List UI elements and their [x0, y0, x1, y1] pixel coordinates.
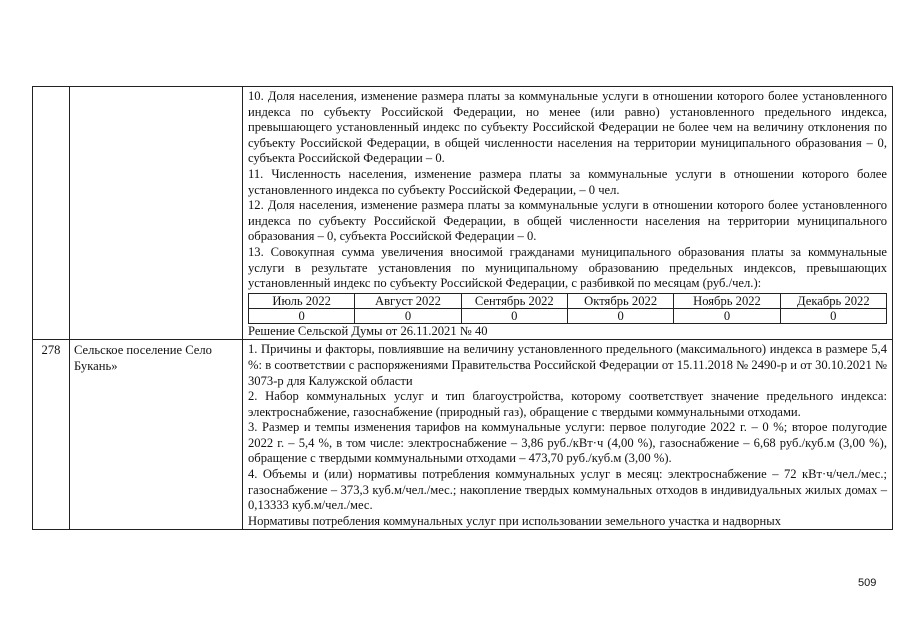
number-cell-empty — [33, 87, 70, 340]
month-header: Июль 2022 — [249, 293, 355, 308]
month-value: 0 — [461, 308, 567, 323]
page-number: 509 — [858, 577, 877, 589]
paragraph-1: 1. Причины и факторы, повлиявшие на величину установленного предельного (максимального) индекса в размере 5,4 %: в соответствии с распоряжениями Правительства Российской Федерации от 15.11.2018 № 2490-р и от 30.10.2021 № 3073-р для Калужской области — [248, 342, 887, 388]
months-value-row — [249, 308, 887, 323]
month-header: Ноябрь 2022 — [674, 293, 780, 308]
table-row — [33, 340, 893, 530]
month-header: Сентябрь 2022 — [461, 293, 567, 308]
months-header-row — [249, 293, 887, 308]
content-cell — [243, 87, 893, 340]
decision-text: Решение Сельской Думы от 26.11.2021 № 40 — [248, 323, 488, 338]
month-value: 0 — [674, 308, 780, 323]
paragraph-3: 3. Размер и темпы изменения тарифов на коммунальные услуги: первое полугодие 2022 г. – 0 %; второе полугодие 2022 г. – 5,4 %, в том числе: электроснабжение – 3,86 руб./кВт·ч (4,00 %), газоснабжение – 6,68 руб./куб.м (3,00 %), обращение с твердыми коммунальными отходами – 473,70 руб./куб.м (3,00 %). — [248, 420, 887, 466]
paragraph-2: 2. Набор коммунальных услуг и тип благоустройства, которому соответствует значение предельного индекса: электроснабжение, газоснабжение (природный газ), обращение с твердыми коммунальными отходами. — [248, 389, 887, 419]
paragraph-11: 11. Численность населения, изменение размера платы за коммунальные услуги в отношении которого более установленного индекса по субъекту Российской Федерации, – 0 чел. — [248, 166, 887, 197]
main-table — [32, 86, 893, 530]
paragraph-4: 4. Объемы и (или) нормативы потребления коммунальных услуг в месяц: электроснабжение – 72 кВт·ч/чел./мес.; газоснабжение – 373,3 куб.м/чел./мес.; накопление твердых коммунальных отходов в индивидуальных жилых домах – 0,13333 куб.м/чел./мес. — [248, 467, 887, 513]
table-row — [33, 87, 893, 340]
months-table — [248, 293, 887, 324]
paragraph-10: 10. Доля населения, изменение размера платы за коммунальные услуги в отношении которого более установленного индекса по субъекту Российской Федерации, но менее (или равно) установленного предельного индекса, превышающего установленный индекс по субъекту Российской Федерации не более чем на величину отклонения по субъекту Российской Федерации, в общей численности населения на территории муниципального образования – 0, субъекта Российской Федерации – 0. — [248, 89, 887, 166]
month-value: 0 — [780, 308, 886, 323]
paragraph-12: 12. Доля населения, изменение размера платы за коммунальные услуги в отношении которого более установленного индекса по субъекту Российской Федерации, в общей численности населения на территории муниципального образования – 0, субъекта Российской Федерации – 0. — [248, 198, 887, 244]
month-value: 0 — [567, 308, 673, 323]
paragraph-5: Нормативы потребления коммунальных услуг при использовании земельного участка и надворных — [248, 513, 782, 528]
month-value: 0 — [355, 308, 461, 323]
municipality-name: Сельское поселение Село Букань» — [70, 340, 243, 530]
month-value: 0 — [249, 308, 355, 323]
month-header: Декабрь 2022 — [780, 293, 886, 308]
month-header: Октябрь 2022 — [567, 293, 673, 308]
month-header: Август 2022 — [355, 293, 461, 308]
row-number: 278 — [33, 340, 70, 530]
paragraph-13: 13. Совокупная сумма увеличения вносимой гражданами муниципального образования платы за коммунальные услуги в результате установления по муниципальному образованию предельных индексов, превышающих установленный индекс по субъекту Российской Федерации, с разбивкой по месяцам (руб./чел.): — [248, 244, 887, 291]
name-cell-empty — [70, 87, 243, 340]
content-cell — [243, 340, 893, 530]
